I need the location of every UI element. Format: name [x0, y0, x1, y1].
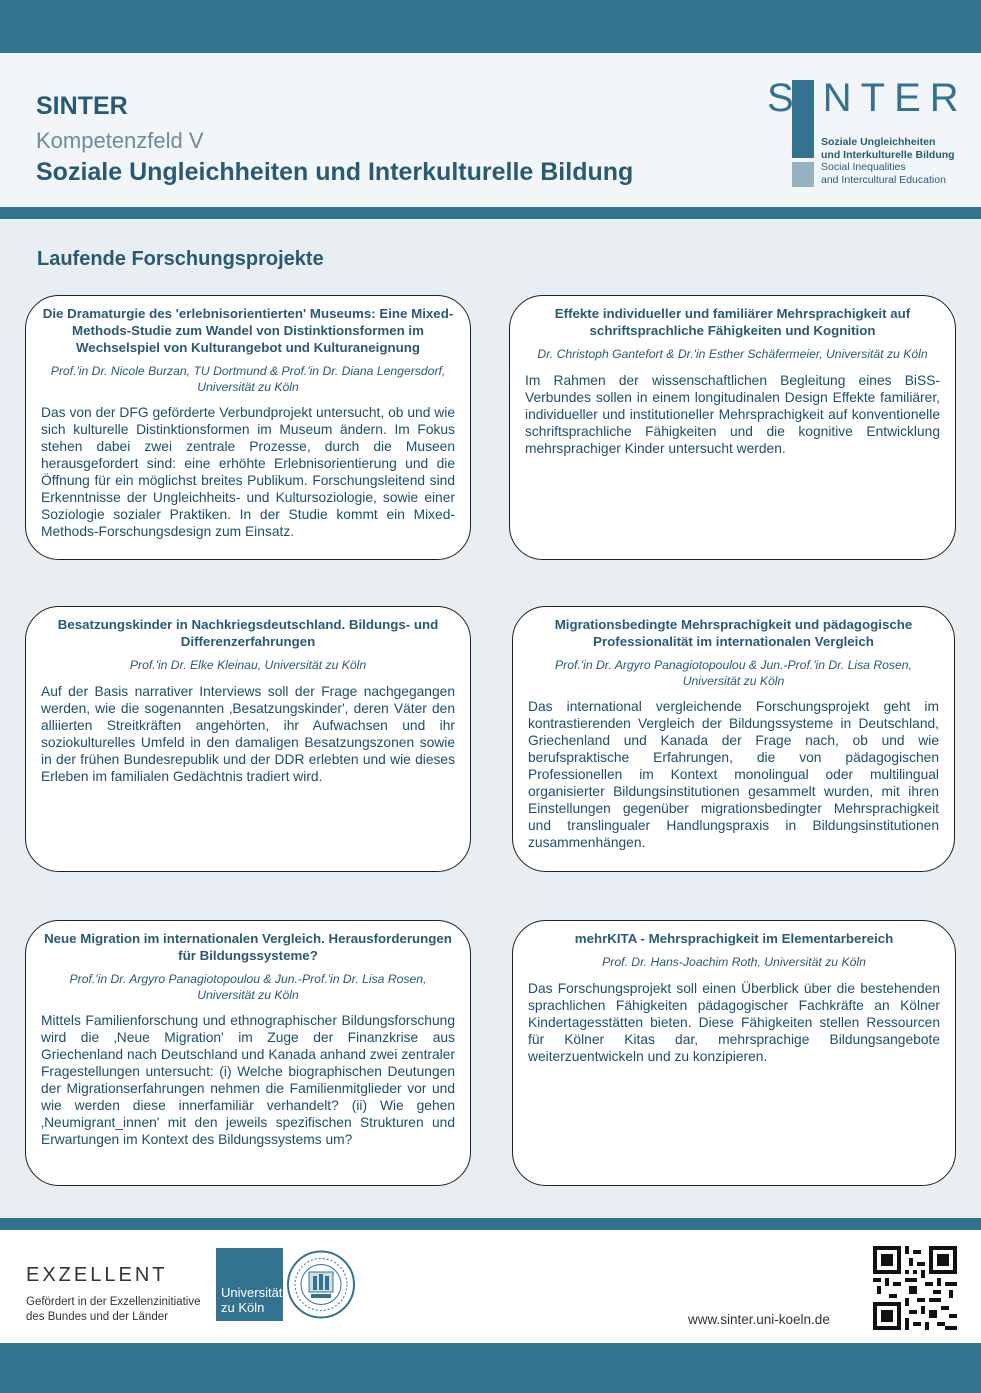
project-title: Neue Migration im internationalen Vergleich. Herausforderungen für Bildungssysteme?	[44, 931, 452, 963]
project-description: Das Forschungsprojekt soll einen Überblick über die bestehenden sprachlichen Fähigkeiten pädagogischer Fachkräfte an Kölner Kindertagesstätten bieten. Diese Fähigkeiten stellen Ressourcen für Kölner Kitas dar, mehrsprachige Bildungsangebote weiterzuentwickeln und zu konzipieren.	[528, 980, 940, 1064]
university-seal-icon	[285, 1248, 357, 1321]
project-description: Das von der DFG geförderte Verbundprojekt untersucht, ob und wie sich kulturelle Distinktionsformen im Museum ändern. Im Fokus stehen dabei zwei zentrale Prozesse, durch die Museen herausgefordert sind: eine erhöhte Erlebnisorientierung und die Öffnung für ein möglichst breites Publikum. Forschungsleitend sind Erkenntnisse der Ungleichheits- und Kultursoziologie, sowie einer Soziologie sozialer Praktiken. In der Studie kommt ein Mixed-Methods-Forschungsdesign zum Einsatz.	[41, 405, 455, 539]
header-subtitle: Kompetenzfeld V	[36, 128, 204, 153]
project-title: Effekte individueller und familiärer Mehrsprachigkeit auf schriftsprachliche Fähigkeiten und Kognition	[554, 306, 911, 338]
qr-code-icon[interactable]	[873, 1246, 957, 1330]
project-description: Auf der Basis narrativer Interviews soll der Frage nachgegangen werden, wie die sogenannten ‚Besatzungskinder', deren Väter den alliierten Streitkräften angehörten, ihr Aufwachsen und ihr soziokulturelles Umfeld in den damaligen Besatzungszonen sowie in der frühen Bundesrepublik und der DDR erlebten und wie dieses Erleben im familialen Gedächtnis tradiert wird.	[41, 683, 455, 784]
university-logo	[216, 1248, 283, 1321]
exzellent-subtitle: Gefördert in der Exzellenzinitiative des Bundes und der Länder	[26, 1296, 201, 1323]
project-authors: Prof.'in Dr. Argyro Panagiotopoulou & Jun.-Prof.'in Dr. Lisa Rosen, Universität zu Köln	[69, 972, 427, 1002]
university-logo-line1: Universität	[221, 1285, 283, 1300]
exzellent-wordmark: EXZELLENT	[26, 1264, 168, 1286]
header-title: SINTER	[36, 92, 128, 120]
page-title: Soziale Ungleichheiten und Interkulturelle Bildung	[36, 158, 634, 186]
logo-tagline-de: Soziale Ungleichheiten und Interkulturelle Bildung	[821, 136, 955, 161]
project-authors: Prof.'in Dr. Argyro Panagiotopoulou & Jun.-Prof.'in Dr. Lisa Rosen, Universität zu Köln	[555, 658, 912, 688]
bottom-banner	[0, 1343, 981, 1393]
website-link[interactable]: www.sinter.uni-koeln.de	[688, 1312, 830, 1327]
section-title: Laufende Forschungsprojekte	[37, 248, 324, 270]
project-description: Im Rahmen der wissenschaftlichen Begleitung eines BiSS-Verbundes sollen in einem longitudinalen Design Effekte familiärer, individueller und institutioneller Mehrsprachigkeit auf konventionelle schriftsprachliche Fähigkeiten und die kognitive Entwicklung mehrsprachiger Kinder untersucht werden.	[525, 372, 940, 456]
university-logo-line2: zu Köln	[221, 1300, 265, 1315]
logo-wordmark: SINTER	[767, 76, 968, 120]
project-authors: Prof. Dr. Hans-Joachim Roth, Universität zu Köln	[602, 955, 866, 969]
logo-tagline-en: Social Inequalities and Intercultural Education	[821, 161, 946, 186]
top-banner	[0, 0, 981, 53]
project-description: Mittels Familienforschung und ethnographischer Bildungsforschung wird die ‚Neue Migration' im Zuge der Finanzkrise aus Griechenland nach Deutschland und Kanada anhand zwei zentraler Fragestellungen untersucht: (i) Welche biographischen Deutungen der Migrationserfahrungen nehmen die Familienmitglieder vor und wie werden diese innerfamiliär verhandelt? (ii) Wie gehen ‚Neumigrant_innen' mit den jeweils spezifischen Strukturen und Erwartungen im Kontext des Bildungssystems um?	[41, 1013, 455, 1147]
project-description: Das international vergleichende Forschungsprojekt geht im kontrastierenden Vergleich der Bildungssysteme in Deutschland, Griechenland und Kanada der Frage nach, ob und wie berufspraktische Erfahrungen, die von pädagogischen Professionellen im Kontext monolingual oder multilingual organisierter Bildungsinstitutionen gesammelt wurden, mit ihren Einstellungen gegenüber migrationsbedingter Mehrsprachigkeit und translingualer Handlungspraxis in Bildungsinstitutionen zusammenhängen.	[528, 699, 939, 850]
project-authors: Prof.'in Dr. Nicole Burzan, TU Dortmund & Prof.'in Dr. Diana Lengersdorf, Universität zu Köln	[50, 364, 446, 394]
project-title: Migrationsbedingte Mehrsprachigkeit und pädagogische Professionalität im internationalen Vergleich	[554, 617, 913, 649]
project-card-5	[25, 920, 471, 1186]
project-title: Besatzungskinder in Nachkriegsdeutschland. Bildungs- und Differenzerfahrungen	[57, 617, 439, 649]
project-card-3	[25, 606, 471, 872]
project-card-2	[509, 295, 956, 560]
project-card-6	[512, 920, 956, 1186]
header-divider	[0, 207, 981, 219]
project-authors: Dr. Christoph Gantefort & Dr.'in Esther Schäfermeier, Universität zu Köln	[537, 347, 928, 361]
project-authors: Prof.'in Dr. Elke Kleinau, Universität zu Köln	[129, 658, 367, 672]
project-card-4	[512, 606, 955, 872]
project-card-1	[25, 295, 471, 560]
footer-divider	[0, 1218, 981, 1230]
project-title: Die Dramaturgie des 'erlebnisorientierten' Museums: Eine Mixed-Methods-Studie zum Wandel von Distinktionsformen im Wechselspiel von Kulturangebot und Kulturaneignung	[42, 306, 454, 355]
logo-bar-light	[792, 162, 814, 187]
project-title: mehrKITA - Mehrsprachigkeit im Elementarbereich	[574, 931, 894, 946]
